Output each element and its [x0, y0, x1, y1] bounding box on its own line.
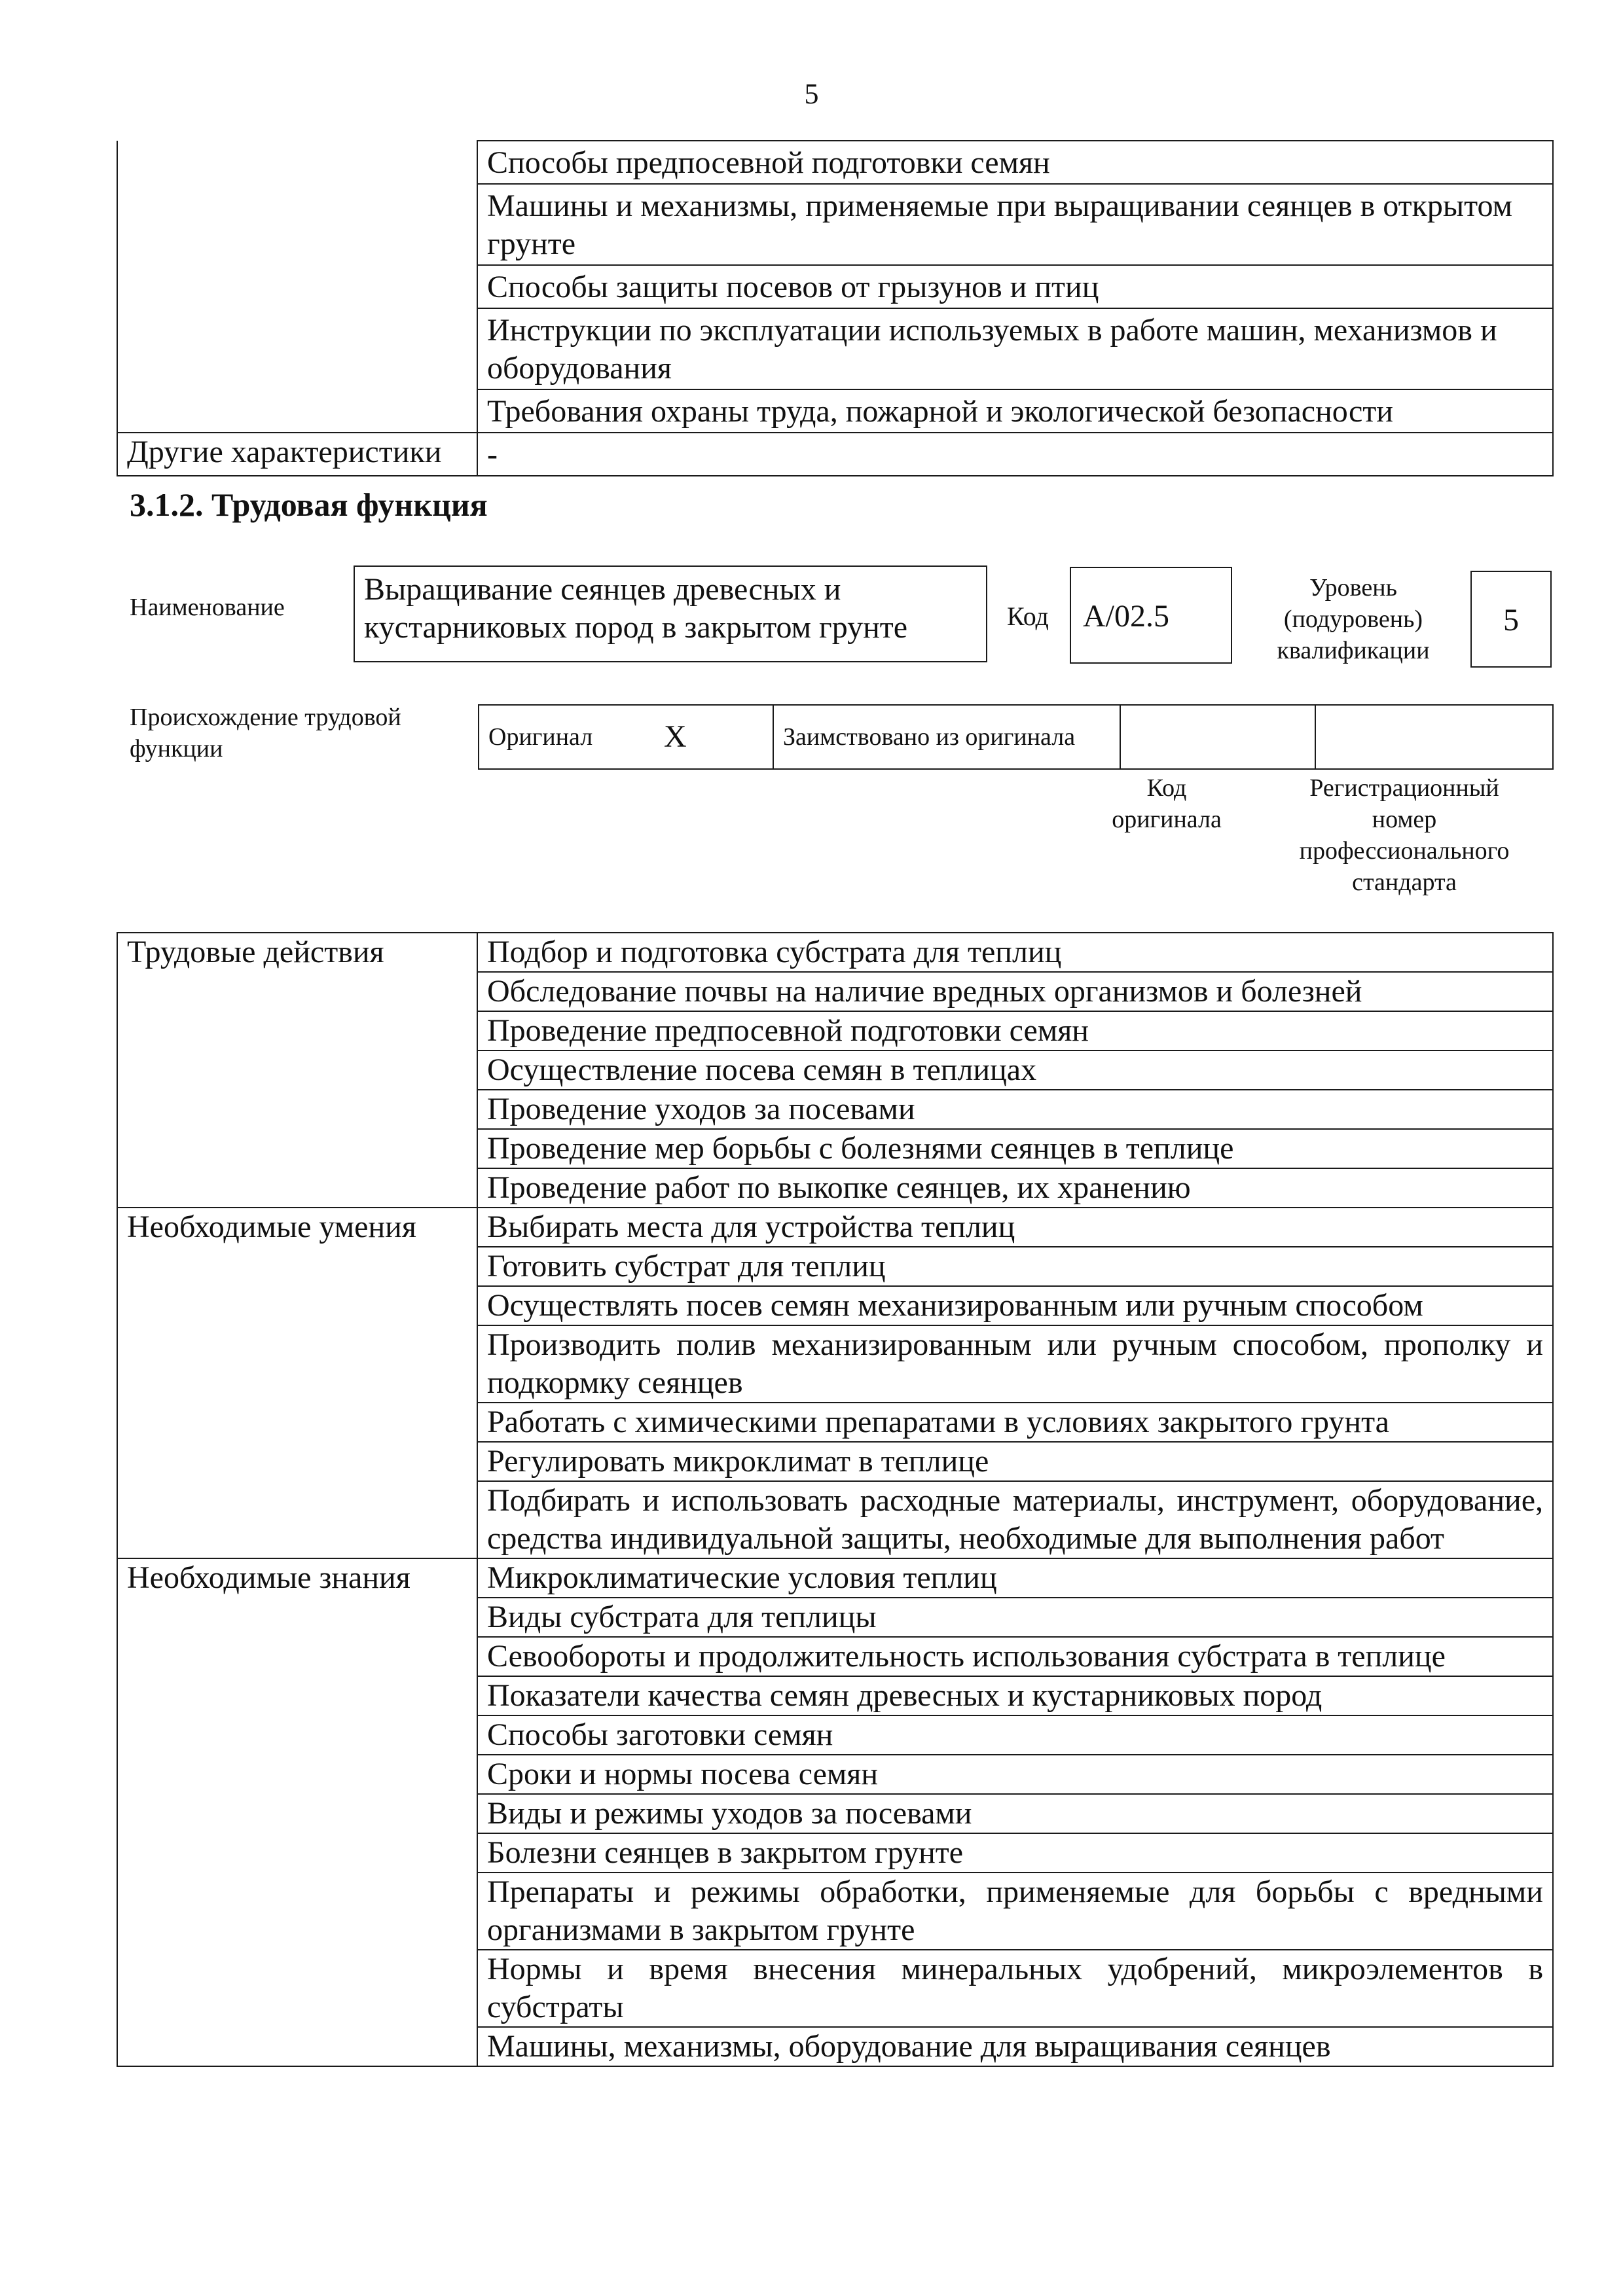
- section-heading: 3.1.2. Трудовая функция: [130, 486, 488, 523]
- table-cell: Виды и режимы уходов за посевами: [477, 1794, 1553, 1833]
- borrowed-label: Заимствовано из оригинала: [773, 705, 1120, 769]
- table-cell: Регулировать микроклимат в теплице: [477, 1442, 1553, 1481]
- caption-line: профессионального: [1299, 837, 1510, 865]
- other-characteristics-label: Другие характеристики: [117, 433, 477, 476]
- name-value-box: Выращивание сеянцев древесных и кустарниковых пород в закрытом грунте: [354, 565, 987, 662]
- original-mark: X: [655, 705, 773, 769]
- table-cell: Севообороты и продолжительность использования субстрата в теплице: [477, 1637, 1553, 1676]
- labor-actions-label: Трудовые действия: [117, 933, 477, 1208]
- table-row: [117, 933, 1553, 972]
- table-cell: Машины, механизмы, оборудование для выращивания сеянцев: [477, 2027, 1553, 2066]
- original-code-cell: [1120, 705, 1315, 769]
- table-cell: Способы заготовки семян: [477, 1715, 1553, 1755]
- code-label: Код: [1007, 601, 1049, 631]
- level-label-line: квалификации: [1277, 637, 1430, 664]
- level-value-box: 5: [1470, 571, 1552, 668]
- table-cell: Проведение работ по выкопке сеянцев, их хранению: [477, 1168, 1553, 1208]
- original-label: Оригинал: [479, 705, 655, 769]
- table-row: [117, 433, 1553, 476]
- table-cell: Проведение мер борьбы с болезнями сеянцев в теплице: [477, 1129, 1553, 1168]
- level-label: [1252, 572, 1455, 666]
- registration-number-caption: [1257, 772, 1552, 898]
- table-cell: Работать с химическими препаратами в условиях закрытого грунта: [477, 1403, 1553, 1442]
- level-label-line: (подуровень): [1283, 605, 1423, 633]
- level-label-line: Уровень: [1309, 574, 1397, 601]
- caption-line: Код: [1146, 774, 1187, 802]
- table-cell: Виды субстрата для теплицы: [477, 1598, 1553, 1637]
- table-row: [117, 1208, 1553, 1247]
- registration-number-cell: [1315, 705, 1553, 769]
- table-cell: Требования охраны труда, пожарной и экологической безопасности: [477, 389, 1553, 433]
- table-row: [479, 705, 1553, 769]
- table-cell: Подбор и подготовка субстрата для теплиц: [477, 933, 1553, 972]
- table-cell: Производить полив механизированным или ручным способом, прополку и подкормку сеянцев: [477, 1325, 1553, 1403]
- other-characteristics-value: -: [477, 433, 1553, 476]
- table-cell: Осуществлять посев семян механизированным или ручным способом: [477, 1286, 1553, 1325]
- required-knowledge-label: Необходимые знания: [117, 1558, 477, 2066]
- caption-line: номер: [1372, 806, 1437, 833]
- caption-line: стандарта: [1352, 869, 1457, 896]
- table-cell: Способы предпосевной подготовки семян: [477, 141, 1553, 184]
- table-row: [117, 141, 1553, 184]
- original-code-caption: [1079, 772, 1254, 835]
- table-cell: Болезни сеянцев в закрытом грунте: [477, 1833, 1553, 1873]
- empty-label-cell: [117, 141, 477, 433]
- table-cell: Машины и механизмы, применяемые при выращивании сеянцев в открытом грунте: [477, 184, 1553, 265]
- labor-function-table: [117, 932, 1554, 2067]
- page-number: 5: [804, 78, 819, 110]
- table-cell: Показатели качества семян древесных и кустарниковых пород: [477, 1676, 1553, 1715]
- code-value-box: A/02.5: [1070, 567, 1232, 664]
- table-cell: Обследование почвы на наличие вредных организмов и болезней: [477, 972, 1553, 1011]
- required-skills-label: Необходимые умения: [117, 1208, 477, 1558]
- table-cell: Сроки и нормы посева семян: [477, 1755, 1553, 1794]
- continued-knowledge-table: [117, 140, 1554, 476]
- table-cell: Нормы и время внесения минеральных удобрений, микроэлементов в субстраты: [477, 1950, 1553, 2027]
- table-cell: Микроклиматические условия теплиц: [477, 1558, 1553, 1598]
- table-cell: Проведение предпосевной подготовки семян: [477, 1011, 1553, 1050]
- table-cell: Готовить субстрат для теплиц: [477, 1247, 1553, 1286]
- table-cell: Препараты и режимы обработки, применяемые для борьбы с вредными организмами в закрытом грунте: [477, 1873, 1553, 1950]
- caption-line: Регистрационный: [1309, 774, 1499, 802]
- table-cell: Инструкции по эксплуатации используемых в работе машин, механизмов и оборудования: [477, 308, 1553, 389]
- table-cell: Проведение уходов за посевами: [477, 1090, 1553, 1129]
- table-cell: Осуществление посева семян в теплицах: [477, 1050, 1553, 1090]
- origin-label: Происхождение трудовой функции: [130, 704, 401, 762]
- table-cell: Способы защиты посевов от грызунов и птиц: [477, 265, 1553, 308]
- table-row: [117, 1558, 1553, 1598]
- name-label: Наименование: [130, 594, 285, 621]
- caption-line: оригинала: [1112, 806, 1222, 833]
- origin-table: [478, 704, 1554, 770]
- table-cell: Подбирать и использовать расходные материалы, инструмент, оборудование, средства индивидуальной защиты, необходимые для выполнения работ: [477, 1481, 1553, 1558]
- table-cell: Выбирать места для устройства теплиц: [477, 1208, 1553, 1247]
